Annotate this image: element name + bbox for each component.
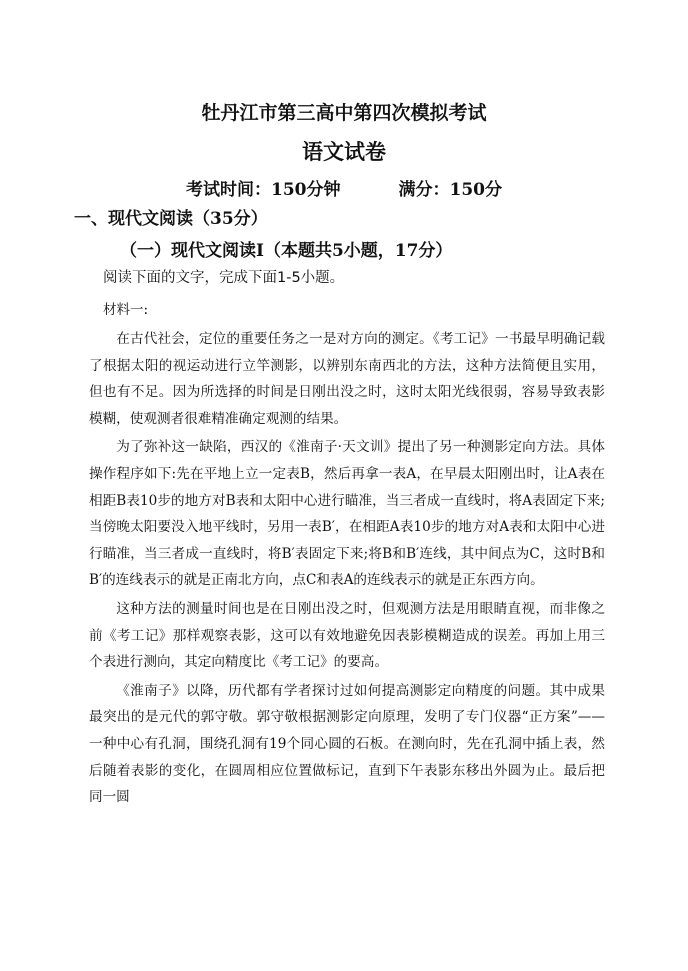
paper-subject: 语文试卷 [302,139,386,164]
exam-meta [0,175,688,200]
paragraph: 在古代社会，定位的重要任务之一是对方向的测定。《考工记》一书最早明确记载了根据太阳的视运动进行立竿测影，以辨别东南西北的方法，这种方法简便且实用，但也有不足。因为所选择的时间是日刚出没之时，这时太阳光线很弱，容易导致表影模糊，使观测者很难精准确定观测的结果。 [89,331,605,427]
exam-score: 满分：150分 [398,180,502,200]
exam-time: 考试时间：150分钟 [186,180,341,200]
exam-title: 牡丹江市第三高中第四次模拟考试 [201,102,487,124]
material-body [89,326,605,813]
paragraph: 《淮南子》以降，历代都有学者探讨过如何提高测影定向精度的问题。其中成果最突出的是元代的郭守敬。郭守敬根据测影定向原理，发明了专门仪器“正方案”——一种中心有孔洞，围绕孔洞有19个同心圆的石板。在测向时，先在孔洞中插上表，然后随着表影的变化，在圆周相应位置做标记，直到下午表影东移出外圆为止。最后把同一圆 [89,682,605,806]
paragraph: 为了弥补这一缺陷，西汉的《淮南子·天文训》提出了另一种测影定向方法。具体操作程序如下:先在平地上立一定表B，然后再拿一表A，在早晨太阳刚出时，让A表在相距B表10步的地方对B表和太阳中心进行瞄准，当三者成一直线时，将A表固定下来;当傍晚太阳要没入地平线时，另用一表B′，在相距A表10步的地方对A表和太阳中心进行瞄准，当三者成一直线时，将B′表固定下来;将B和B′连线，其中间点为C，这时B和B′的连线表示的就是正南北方向，点C和表A的连线表示的就是正东西方向。 [89,439,605,589]
instruction-text: 阅读下面的文字，完成下面1-5小题。 [103,270,345,286]
paragraph: 这种方法的测量时间也是在日刚出没之时，但观测方法是用眼睛直视，而非像之前《考工记》那样观察表影，这可以有效地避免因表影模糊造成的误差。再加上用三个表进行测向，其定向精度比《考工记》的要高。 [89,600,605,671]
section-heading: 一、现代文阅读（35分） [74,209,268,229]
subsection-heading: （一）现代文阅读Ⅰ（本题共5小题，17分） [120,241,453,261]
material-label: 材料一: [103,302,149,318]
